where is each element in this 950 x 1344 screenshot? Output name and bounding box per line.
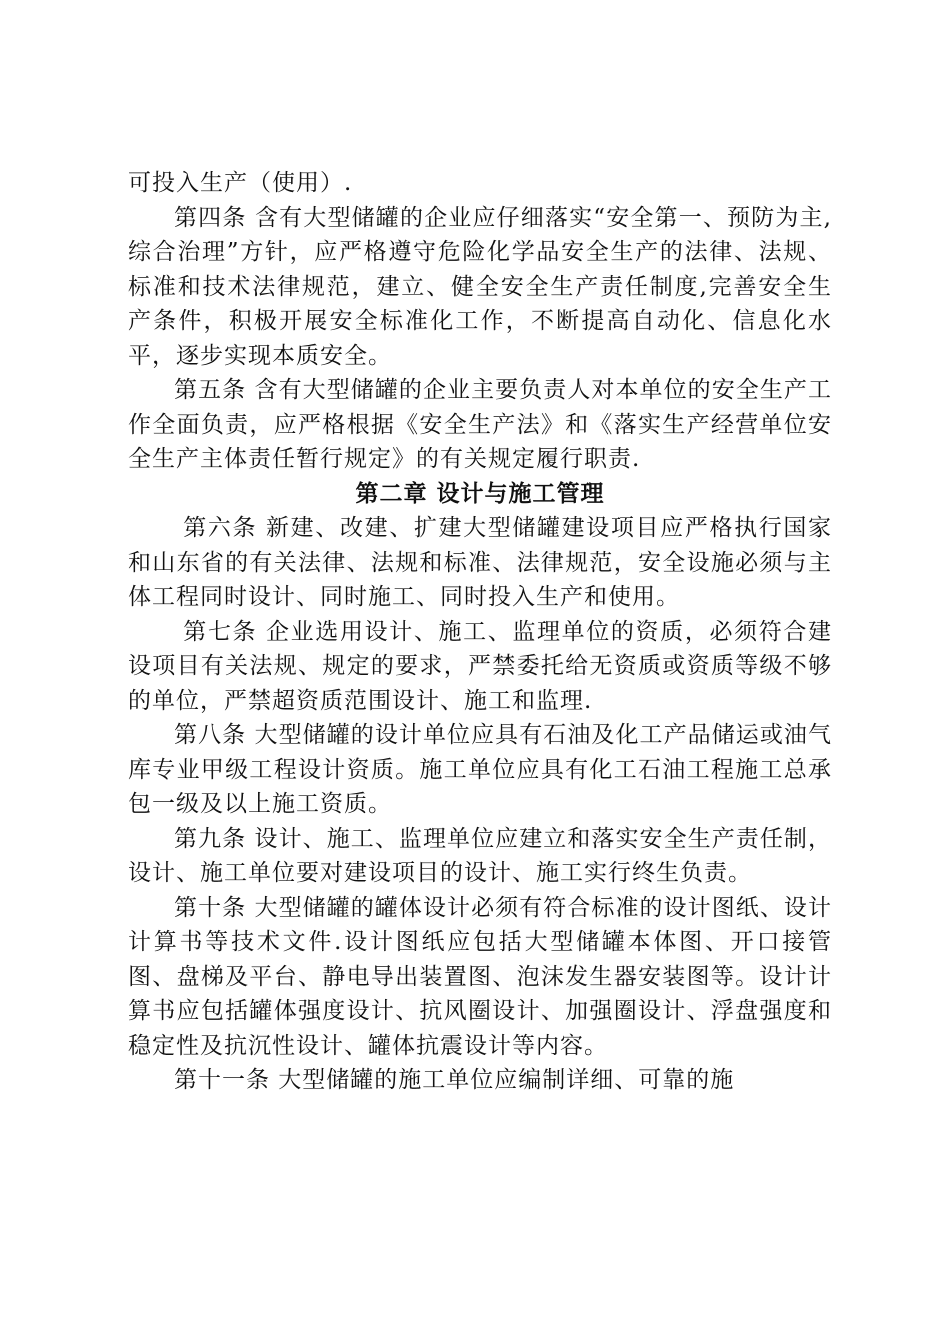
article-7: 第七条 企业选用设计、施工、监理单位的资质，必须符合建设项目有关法规、规定的要求，严禁委托给无资质或资质等级不够的单位，严禁超资质范围设计、施工和监理. bbox=[128, 618, 832, 714]
article-5: 第五条 含有大型储罐的企业主要负责人对本单位的安全生产工作全面负责，应严格根据《安全生产法》和《落实生产经营单位安全生产主体责任暂行规定》的有关规定履行职责. bbox=[128, 377, 832, 472]
article-6: 第六条 新建、改建、扩建大型储罐建设项目应严格执行国家和山东省的有关法律、法规和标准、法律规范，安全设施必须与主体工程同时设计、同时施工、同时投入生产和使用。 bbox=[128, 515, 832, 610]
article-8: 第八条 大型储罐的设计单位应具有石油及化工产品储运或油气库专业甲级工程设计资质。施工单位应具有化工石油工程施工总承包一级及以上施工资质。 bbox=[128, 722, 832, 817]
paragraph-continuation: 可投入生产（使用）. bbox=[128, 170, 353, 196]
article-11: 第十一条 大型储罐的施工单位应编制详细、可靠的施 bbox=[174, 1067, 735, 1093]
article-9: 第九条 设计、施工、监理单位应建立和落实安全生产责任制，设计、施工单位要对建设项目的设计、施工实行终生负责。 bbox=[128, 825, 832, 886]
article-4: 第四条 含有大型储罐的企业应仔细落实“安全第一、预防为主,综合治理”方针，应严格遵守危险化学品安全生产的法律、法规、标准和技术法律规范，建立、健全安全生产责任制度,完善安全生产条件，积极开展安全标准化工作，不断提高自动化、信息化水平，逐步实现本质安全。 bbox=[128, 204, 832, 369]
document-body bbox=[128, 166, 832, 1098]
article-10: 第十条 大型储罐的罐体设计必须有符合标准的设计图纸、设计计算书等技术文件.设计图纸应包括大型储罐本体图、开口接管图、盘梯及平台、静电导出装置图、泡沫发生器安装图等。设计计算书应包括罐体强度设计、抗风圈设计、加强圈设计、浮盘强度和稳定性及抗沉性设计、罐体抗震设计等内容。 bbox=[128, 894, 832, 1059]
chapter-title: 第二章 设计与施工管理 bbox=[355, 480, 605, 507]
